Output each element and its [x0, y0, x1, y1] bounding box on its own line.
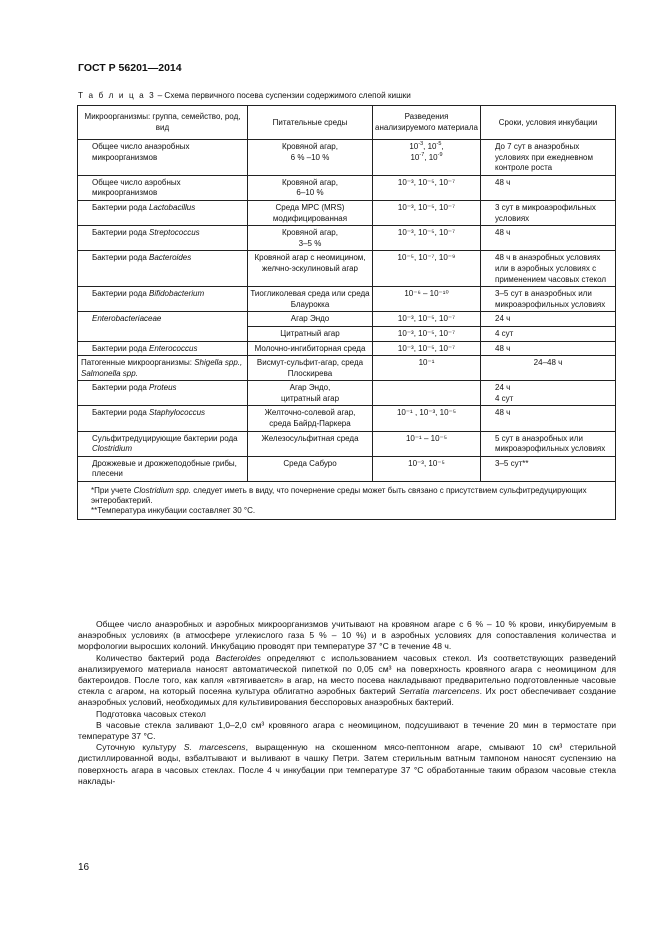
- table-row: [78, 456, 616, 481]
- table-caption-label: Т а б л и ц а 3: [78, 91, 156, 100]
- media-cell: Железосульфитная среда: [248, 431, 373, 456]
- dilution-cell: 10⁻¹: [373, 356, 481, 381]
- dilution-cell: 10⁻³, 10⁻⁵, 10⁻⁷: [373, 175, 481, 200]
- media-cell: Кровяной агар с неомицином, желчно-эскулиновый агар: [248, 251, 373, 287]
- media-cell: Кровяной агар, 6–10 %: [248, 175, 373, 200]
- incubation-cell: 24 ч 4 сут: [481, 381, 616, 406]
- incubation-cell: 3–5 сут**: [481, 456, 616, 481]
- paragraph: В часовые стекла заливают 1,0–2,0 см³ кровяного агара с неомицином, подсушивают в течение 20 мин в термостате при температуре 37 °С.: [78, 719, 616, 742]
- table-note-2: **Температура инкубации составляет 30 °С.: [91, 506, 256, 516]
- table-caption: [78, 91, 411, 100]
- table-note-1: *При учете Clostridium spp. следует иметь в виду, что почернение среды может быть связано с присутствием сульфитредуцирующих энтеробактерий.: [91, 486, 587, 506]
- dilution-cell: 10⁻³, 10⁻⁵: [373, 456, 481, 481]
- page-number: 16: [78, 862, 90, 873]
- subheading: Подготовка часовых стекол: [96, 708, 206, 719]
- table-row: [78, 341, 616, 356]
- table-row: [78, 175, 616, 200]
- dilution-cell: [373, 381, 481, 406]
- paragraph: Суточную культуру S. marcescens, выращенную на скошенном мясо-пептонном агаре, смывают 10 см³ стерильной дистиллированной воды, взбалтывают и выливают в чашку Петри. Затем стерильным ватным тампоном наносят суспензию на поверхность агара в часовых стеклах. После 4 ч инкубации при температуре 37 °С обработанные таким образом часовые стекла наклады-: [78, 742, 616, 786]
- header-media: Питательные среды: [248, 106, 373, 140]
- media-cell: Висмут-сульфит-агар, среда Плоскирева: [248, 356, 373, 381]
- org-cell: Бактерии рода Lactobacillus: [78, 200, 248, 225]
- table-caption-title: – Схема первичного посева суспензии содержимого слепой кишки: [155, 91, 411, 100]
- org-cell: Бактерии рода Enterococcus: [78, 341, 248, 356]
- document-header: ГОСТ Р 56201—2014: [78, 62, 182, 74]
- org-cell: Сульфитредуцирующие бактерии рода Clostridium: [78, 431, 248, 456]
- incubation-cell: 4 сут: [481, 326, 616, 341]
- incubation-cell: 48 ч: [481, 226, 616, 251]
- media-cell: Кровяной агар, 6 % –10 %: [248, 140, 373, 176]
- incubation-cell: 48 ч: [481, 406, 616, 431]
- media-cell: Среда MPC (MRS) модифицированная: [248, 200, 373, 225]
- paragraph: Общее число анаэробных и аэробных микроорганизмов учитывают на кровяном агаре с 6 % – 10 % крови, инкубируемым в анаэробных условиях (в атмосфере углекислого газа 5 % – 10 %) и в аэробных условиях для сопоставления количества и морфологии выросших колоний. Инкубацию проводят при температуре 37 °С в течение 48 ч.: [78, 619, 616, 652]
- media-cell: Молочно-ингибиторная среда: [248, 341, 373, 356]
- org-cell: Общее число аэробных микроорганизмов: [78, 175, 248, 200]
- dilution-cell: 10⁻¹ , 10⁻³, 10⁻⁵: [373, 406, 481, 431]
- dilution-cell: 10⁻³, 10⁻⁵, 10⁻⁷: [373, 200, 481, 225]
- incubation-cell: 48 ч: [481, 341, 616, 356]
- media-cell: Цитратный агар: [248, 326, 373, 341]
- dilution-cell: 10⁻⁶ – 10⁻¹⁰: [373, 287, 481, 312]
- table-row: [78, 406, 616, 431]
- dilution-cell: 10⁻⁵, 10⁻⁷, 10⁻⁹: [373, 251, 481, 287]
- incubation-cell: 3–5 сут в анаэробных или микроаэрофильных условиях: [481, 287, 616, 312]
- org-cell: Enterobacteriaceae: [78, 312, 248, 341]
- org-cell: Бактерии рода Bifidobacterium: [78, 287, 248, 312]
- table-row: [78, 312, 616, 327]
- incubation-cell: 24–48 ч: [481, 356, 616, 381]
- incubation-cell: 5 сут в анаэробных или микроаэрофильных условиях: [481, 431, 616, 456]
- incubation-cell: 3 сут в микроаэрофильных условиях: [481, 200, 616, 225]
- table-row: [78, 381, 616, 406]
- incubation-cell: 24 ч: [481, 312, 616, 327]
- table-notes-row: [78, 482, 616, 520]
- header-dilutions: Разведения анализируемого материала: [373, 106, 481, 140]
- table-row: [78, 356, 616, 381]
- media-cell: Кровяной агар, 3–5 %: [248, 226, 373, 251]
- org-cell: Патогенные микроорганизмы: Shigella spp., Salmonella spp.: [78, 356, 248, 381]
- dilution-cell: 10⁻³, 10⁻⁵, 10⁻⁷: [373, 312, 481, 327]
- org-cell: Дрожжевые и дрожжеподобные грибы, плесени: [78, 456, 248, 481]
- paragraph: Количество бактерий рода Bacteroides определяют с использованием часовых стекол. Из соответствующих разведений анализируемого материала наносят автоматической пипеткой по 0,05 см³ на поверхность кровяного агара с неомицином для бактероидов. После того, как капля «втягивается» в агар, на место посева накладывают предварительно подготовленные часовые стекла с агаром, на который посеяна культура облигатно аэробных бактерий Serratia marcencens. Их рост обеспечивает создание анаэробных условий, необходимых для культивирования бесспоровых анаэробных бактерий.: [78, 652, 617, 708]
- dilution-cell: 10⁻¹ – 10⁻⁵: [373, 431, 481, 456]
- table-row: [78, 431, 616, 456]
- table-header-row: [78, 106, 616, 140]
- header-microorganisms: Микроорганизмы: группа, семейство, род, вид: [78, 106, 248, 140]
- inoculation-table: [77, 105, 616, 520]
- dilution-cell: 10⁻³, 10⁻⁵, 10⁻⁷: [373, 341, 481, 356]
- table-row: [78, 200, 616, 225]
- body-text: [78, 619, 616, 787]
- org-cell: Бактерии рода Staphylococcus: [78, 406, 248, 431]
- table-row: [78, 287, 616, 312]
- media-cell: Среда Сабуро: [248, 456, 373, 481]
- incubation-cell: 48 ч в анаэробных условиях или в аэробных условиях с применением часовых стекол: [481, 251, 616, 287]
- dilution-cell: 10⁻³, 10⁻⁵, 10⁻⁷: [373, 226, 481, 251]
- table-row: [78, 251, 616, 287]
- table-row: [78, 140, 616, 176]
- dilution-cell: 10⁻³, 10⁻⁵, 10⁻⁷: [373, 326, 481, 341]
- media-cell: Тиогликолевая среда или среда Блаурокка: [248, 287, 373, 312]
- table-notes: [78, 482, 616, 520]
- org-cell: Бактерии рода Streptococcus: [78, 226, 248, 251]
- media-cell: Желточно-солевой агар, среда Байрд-Паркера: [248, 406, 373, 431]
- org-cell: Бактерии рода Proteus: [78, 381, 248, 406]
- incubation-cell: До 7 сут в анаэробных условиях при ежедневном контроле роста: [481, 140, 616, 176]
- dilution-cell: $10^{-3}$, $10^{-5}$, $10^{-7}$, $10^{-9}$: [373, 140, 481, 176]
- incubation-cell: 48 ч: [481, 175, 616, 200]
- media-cell: Агар Эндо: [248, 312, 373, 327]
- org-cell: Общее число анаэробных микроорганизмов: [78, 140, 248, 176]
- table-row: [78, 226, 616, 251]
- header-incubation: Сроки, условия инкубации: [481, 106, 616, 140]
- media-cell: Агар Эндо, цитратный агар: [248, 381, 373, 406]
- org-cell: Бактерии рода Bacteroides: [78, 251, 248, 287]
